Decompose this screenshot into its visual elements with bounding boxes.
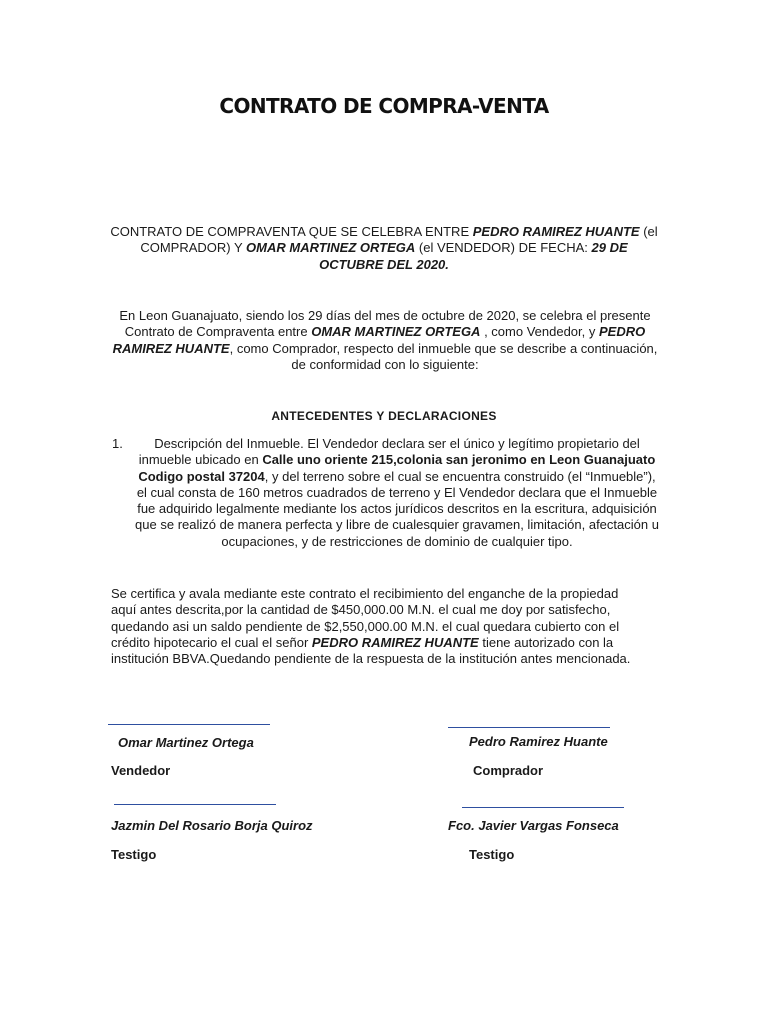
buyer-signature-line: [448, 727, 610, 728]
certification-text-2: tiene autorizado con la institución BBVA.Quedando pendiente de la respuesta de la institución antes mencionada.: [111, 634, 631, 667]
certification-text-1: Se certifica y avala mediante este contrato el recibimiento del enganche de la propiedad aquí antes descrita,por la cantidad de $450,000.00 M.N. el cual me doy por satisfecho, quedando asi un saldo pendiente de $2,550,000.00 M.N. el cual quedara cubierto con el crédito hipotecario el cual el señor: [111, 586, 620, 650]
seller-signature-line: [108, 724, 270, 725]
intro-text-1: CONTRATO DE COMPRAVENTA QUE SE CELEBRA ENTRE: [110, 224, 473, 239]
location-paragraph: [106, 308, 664, 373]
seller-name-emphasis: OMAR MARTINEZ ORTEGA: [246, 240, 416, 256]
property-address: Calle uno oriente 215,colonia san jeronimo en Leon Guanajuato Codigo postal 37204: [138, 452, 656, 484]
witness1-signature-line: [114, 804, 276, 805]
section-heading: ANTECEDENTES Y DECLARACIONES: [271, 409, 497, 423]
witness1-role: Testigo: [111, 847, 157, 862]
certification-paragraph: [111, 586, 636, 667]
property-description-item: [132, 436, 662, 550]
item-text-1: Descripción del Inmueble. El Vendedor declara ser el único y legítimo propietario del inmueble ubicado en: [138, 436, 640, 468]
seller-role: Vendedor: [111, 763, 171, 778]
witness2-role: Testigo: [469, 847, 515, 862]
location-text-2: , como Vendedor, y: [480, 324, 599, 340]
document-title: CONTRATO DE COMPRA-VENTA: [219, 94, 549, 118]
location-text-3: , como Comprador, respecto del inmueble que se describe a continuación, de conformidad con lo siguiente:: [229, 340, 658, 372]
item-text-2: , y del terreno sobre el cual se encuentra construido (el “Inmueble”), el cual consta de 160 metros cuadrados de terreno y El Vendedor declara que el Inmueble fue adquirido legalmente mediante los actos jurídicos descritos en la escritura, adquisición que se realizó de manera perfecta y libre de cualesquier gravamen, limitación, afectación u ocupaciones, y de restricciones de dominio de cualquier tipo.: [135, 468, 659, 549]
seller-name-emphasis: OMAR MARTINEZ ORTEGA: [311, 324, 481, 340]
intro-paragraph: [108, 224, 660, 273]
witness1-signature-name: Jazmin Del Rosario Borja Quiroz: [111, 818, 313, 833]
list-number: 1.: [112, 436, 123, 451]
buyer-role: Comprador: [473, 763, 544, 778]
seller-signature-name: Omar Martinez Ortega: [118, 735, 254, 750]
contract-date: 29 DE OCTUBRE DEL 2020.: [319, 240, 628, 272]
witness2-signature-name: Fco. Javier Vargas Fonseca: [448, 818, 619, 833]
buyer-name-emphasis: PEDRO RAMIREZ HUANTE: [311, 634, 479, 650]
buyer-name-emphasis: PEDRO RAMIREZ HUANTE: [472, 224, 640, 239]
intro-text-2: (el COMPRADOR) Y: [140, 224, 658, 256]
witness2-signature-line: [462, 807, 624, 808]
intro-text-3: (el VENDEDOR) DE FECHA:: [415, 240, 592, 256]
location-text-1: En Leon Guanajuato, siendo los 29 días del mes de octubre de 2020, se celebra el presente Contrato de Compraventa entre: [119, 308, 651, 340]
buyer-signature-name: Pedro Ramirez Huante: [469, 734, 608, 749]
buyer-name-emphasis: PEDRO RAMIREZ HUANTE: [112, 324, 646, 356]
